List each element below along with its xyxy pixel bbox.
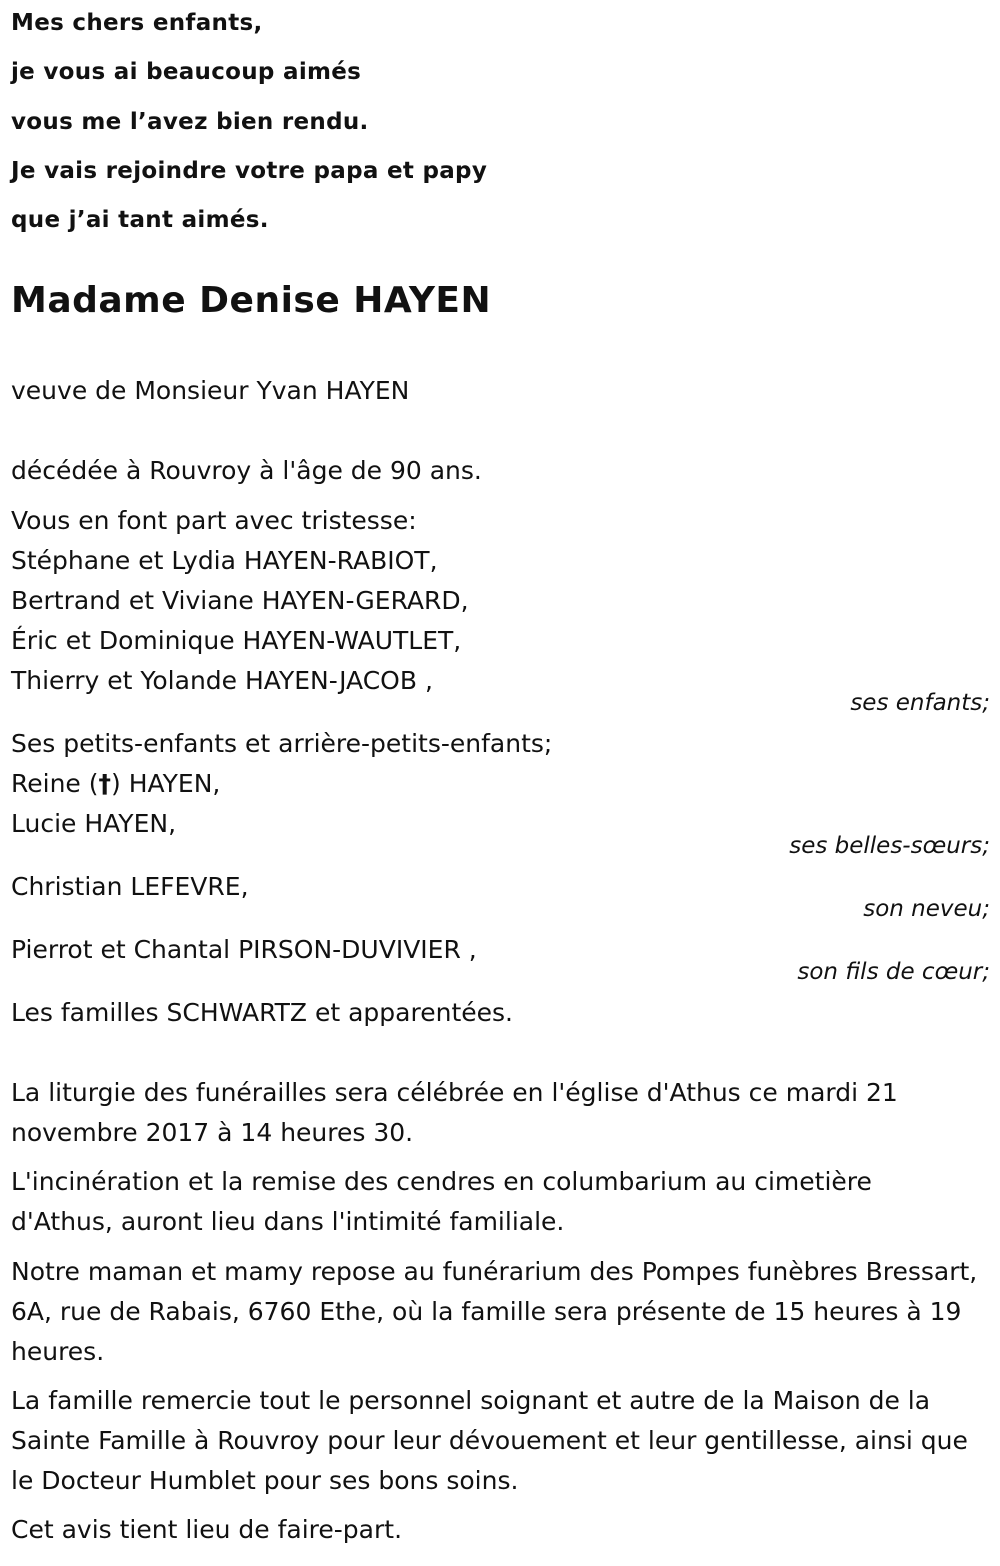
widow-of: veuve de Monsieur Yvan HAYEN	[11, 376, 410, 405]
thanks-paragraph: La famille remercie tout le personnel soignant et autre de la Maison de la Sainte Famille à Rouvroy pour leur dévouement et leur gentillesse, ainsi que le Docteur Humblet pour ses bons soins.	[11, 1386, 968, 1495]
poem-line-3: vous me l’avez bien rendu.	[11, 109, 369, 135]
sister-in-law-1: Reine (†) HAYEN,	[11, 764, 220, 804]
nephew-role: son neveu;	[863, 896, 990, 922]
poem-line-2: je vous ai beaucoup aimés	[11, 59, 362, 85]
child-2: Bertrand et Viviane HAYEN-GERARD,	[11, 586, 469, 615]
heart-son: Pierrot et Chantal PIRSON-DUVIVIER ,	[11, 935, 477, 964]
child-1: Stéphane et Lydia HAYEN-RABIOT,	[11, 546, 438, 575]
families: Les familles SCHWARTZ et apparentées.	[11, 998, 513, 1027]
incineration-info: L'incinération et la remise des cendres en columbarium au cimetière d'Athus, auront lieu dans l'intimité familiale.	[11, 1167, 872, 1236]
announce-intro: Vous en font part avec tristesse:	[11, 506, 417, 535]
nephew: Christian LEFEVRE,	[11, 872, 249, 901]
grandchildren: Ses petits-enfants et arrière-petits-enfants;	[11, 729, 553, 758]
funerarium-info: Notre maman et mamy repose au funérarium des Pompes funèbres Bressart, 6A, rue de Rabais, 6760 Ethe, où la famille sera présente de 15 heures à 19 heures.	[11, 1257, 978, 1366]
children-role: ses enfants;	[850, 690, 990, 716]
death-notice: décédée à Rouvroy à l'âge de 90 ans.	[11, 456, 482, 485]
cross-icon: †	[98, 769, 111, 798]
heart-son-role: son fils de cœur;	[797, 959, 990, 985]
poem-line-5: que j’ai tant aimés.	[11, 207, 269, 233]
closing-note: Cet avis tient lieu de faire-part.	[11, 1515, 403, 1544]
funeral-liturgy: La liturgie des funérailles sera célébrée en l'église d'Athus ce mardi 21 novembre 2017 à 14 heures 30.	[11, 1078, 898, 1147]
deceased-name: Madame Denise HAYEN	[11, 280, 492, 321]
child-4: Thierry et Yolande HAYEN-JACOB ,	[11, 666, 433, 695]
child-3: Éric et Dominique HAYEN-WAUTLET,	[11, 626, 462, 655]
sisters-in-law-role: ses belles-sœurs;	[789, 833, 990, 859]
sister-in-law-2: Lucie HAYEN,	[11, 809, 177, 838]
poem-line-1: Mes chers enfants,	[11, 10, 263, 36]
poem-line-4: Je vais rejoindre votre papa et papy	[11, 158, 488, 184]
